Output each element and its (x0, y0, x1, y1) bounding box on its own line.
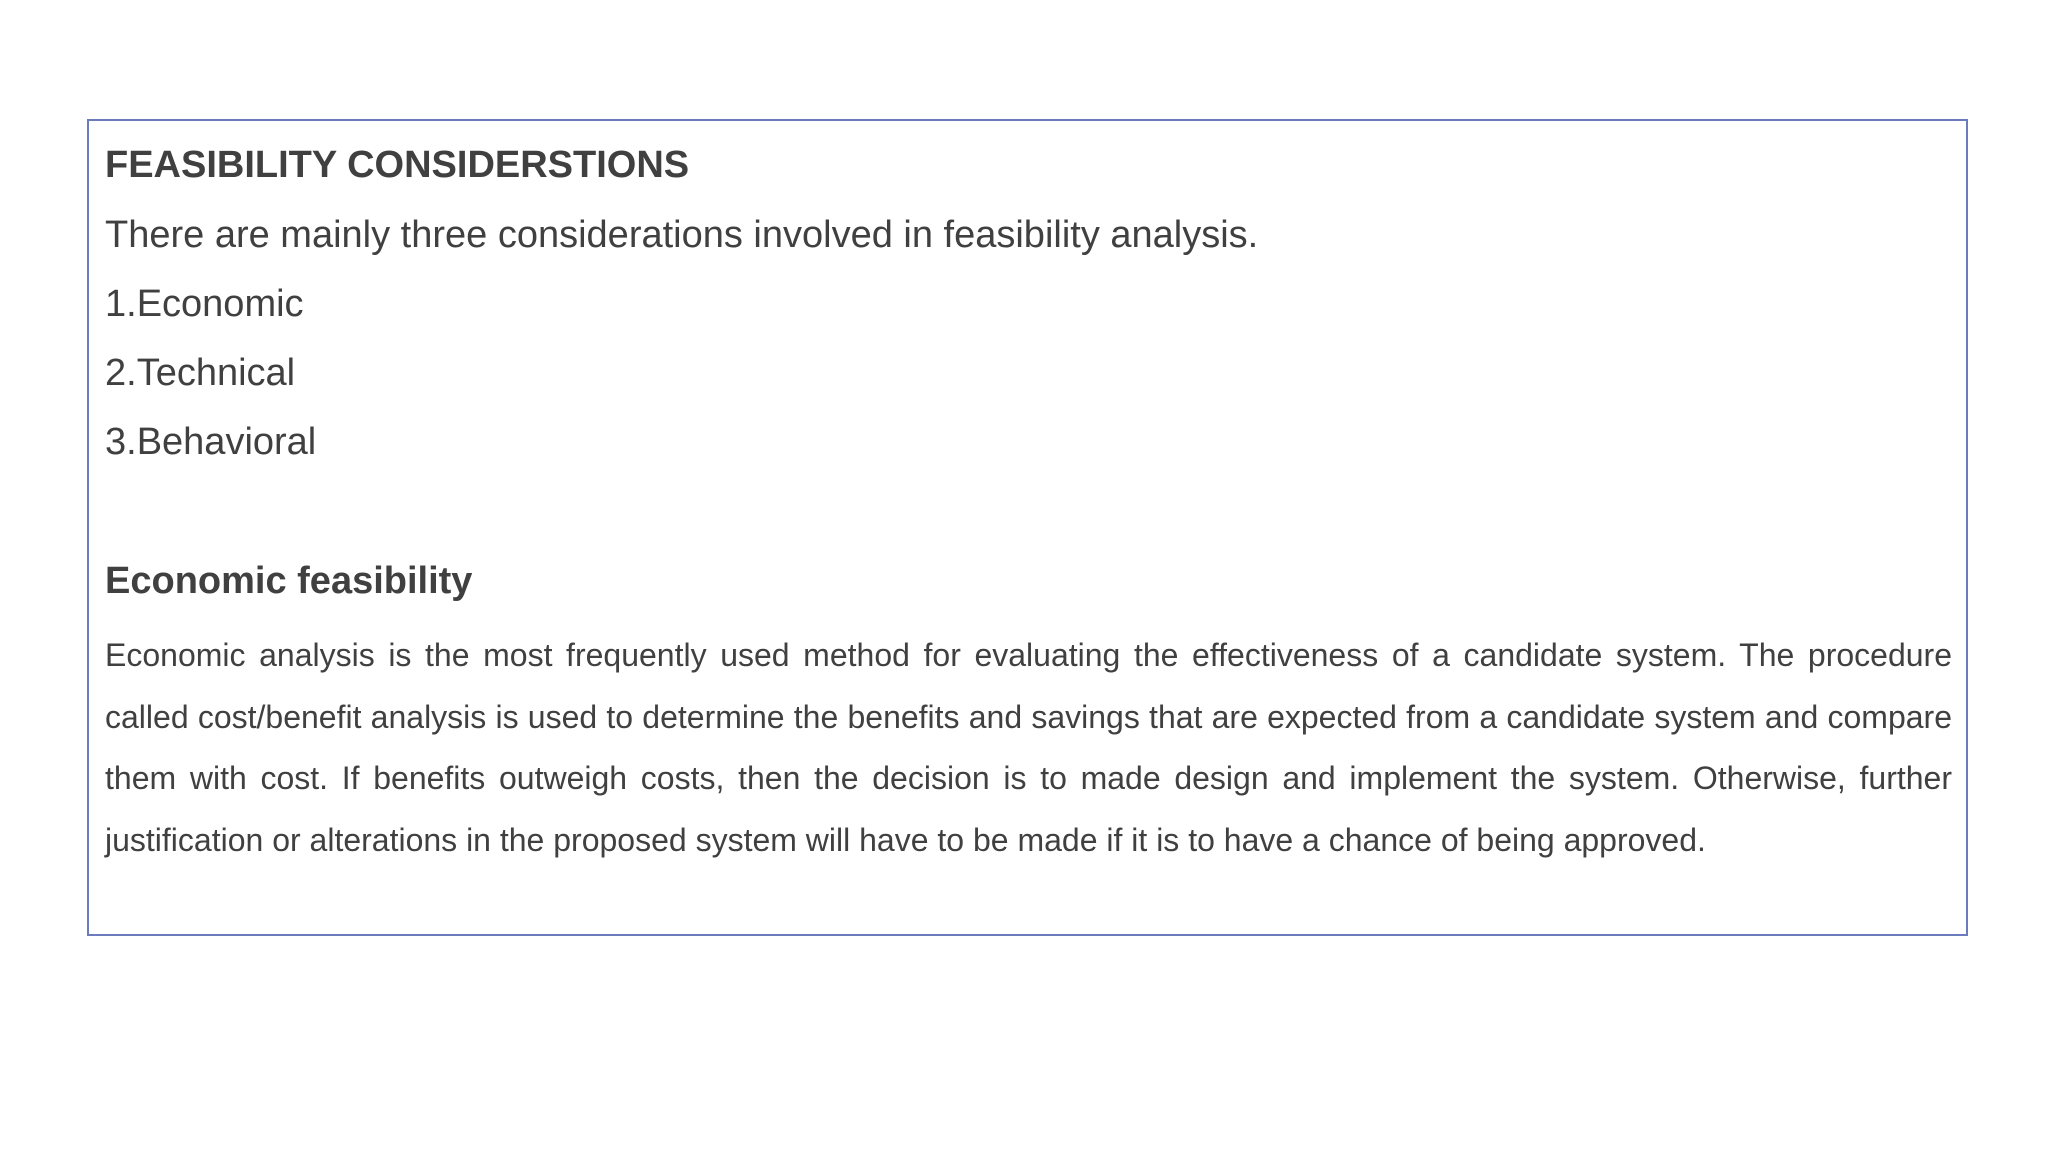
list-item-technical: 2.Technical (105, 352, 296, 394)
economic-feasibility-paragraph: Economic analysis is the most frequently used method for evaluating the effectiveness of a candidate system. The procedure called cost/benefit analysis is used to determine the benefits and savings that are expected from a candidate system and compare them with cost. If benefits outweigh costs, then the decision is to made design and implement the system. Otherwise, further justification or alterations in the proposed system will have to be made if it is to have a chance of being approved. (105, 637, 1952, 858)
list-item-economic: 1.Economic (105, 283, 304, 325)
list-item-behavioral: 3.Behavioral (105, 421, 317, 463)
considerations-list (105, 282, 316, 489)
intro-paragraph: There are mainly three considerations involved in feasibility analysis. (105, 214, 1259, 256)
feasibility-text-box (87, 119, 1968, 936)
section-heading-economic-feasibility: Economic feasibility (105, 560, 473, 602)
page-title: FEASIBILITY CONSIDERSTIONS (105, 144, 690, 186)
